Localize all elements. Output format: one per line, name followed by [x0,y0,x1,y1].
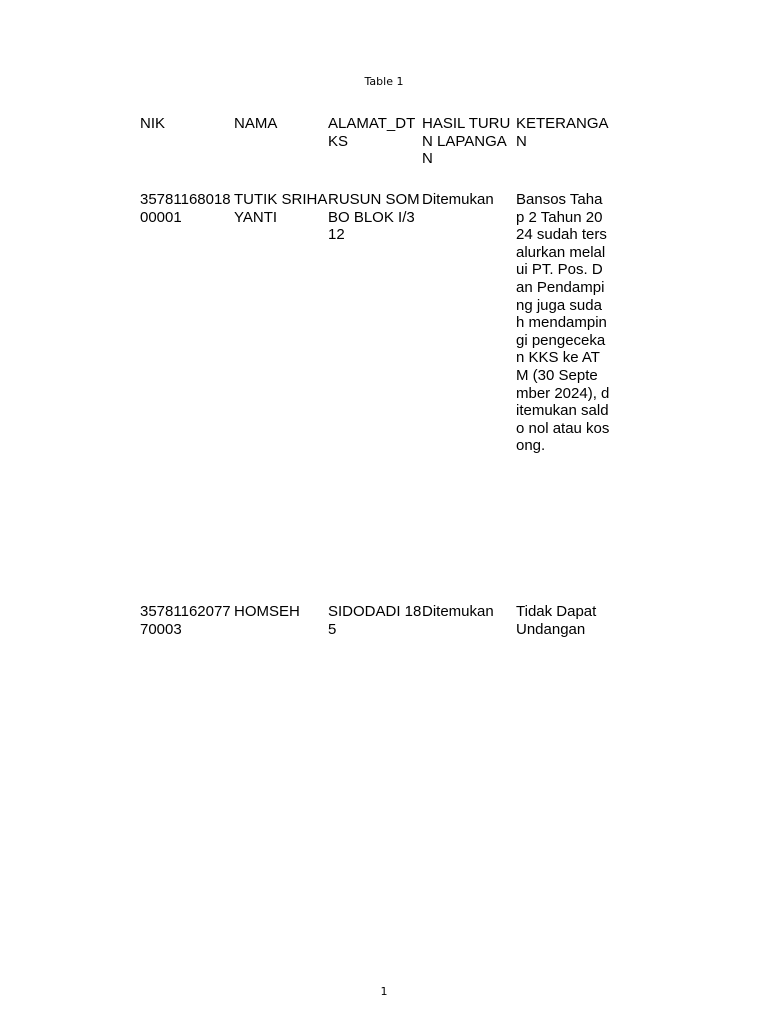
cell-nama: TUTIK SRIHAYANTI [234,191,328,226]
header-cell-nama: NAMA [234,115,278,132]
cell-alamat: RUSUN SOMBO BLOK I/312 [328,191,420,244]
table-row [140,191,610,603]
data-table [140,115,610,663]
cell-nama: HOMSEH [234,603,300,620]
header-cell-keterangan: KETERANGAN [516,115,609,150]
table-row [140,603,610,663]
header-cell-hasil: HASIL TURUN LAPANGAN [422,115,511,168]
table-header-row [140,115,610,191]
table-caption: Table 1 [364,75,404,88]
header-cell-alamat: ALAMAT_DTKS [328,115,416,150]
cell-keterangan: Bansos Tahap 2 Tahun 2024 sudah tersalurkan melalui PT. Pos. Dan Pendamping juga sudah mendampingi pengecekan KKS ke ATM (30 September 2024), ditemukan saldo nol atau kosong. [516,191,610,455]
cell-alamat: SIDODADI 185 [328,603,422,638]
cell-keterangan: Tidak Dapat Undangan [516,603,597,638]
cell-nik: 3578116801800001 [140,191,231,226]
header-cell-nik: NIK [140,115,166,132]
cell-hasil: Ditemukan [422,191,494,208]
page-number: 1 [380,985,388,998]
cell-hasil: Ditemukan [422,603,494,620]
cell-nik: 3578116207770003 [140,603,231,638]
